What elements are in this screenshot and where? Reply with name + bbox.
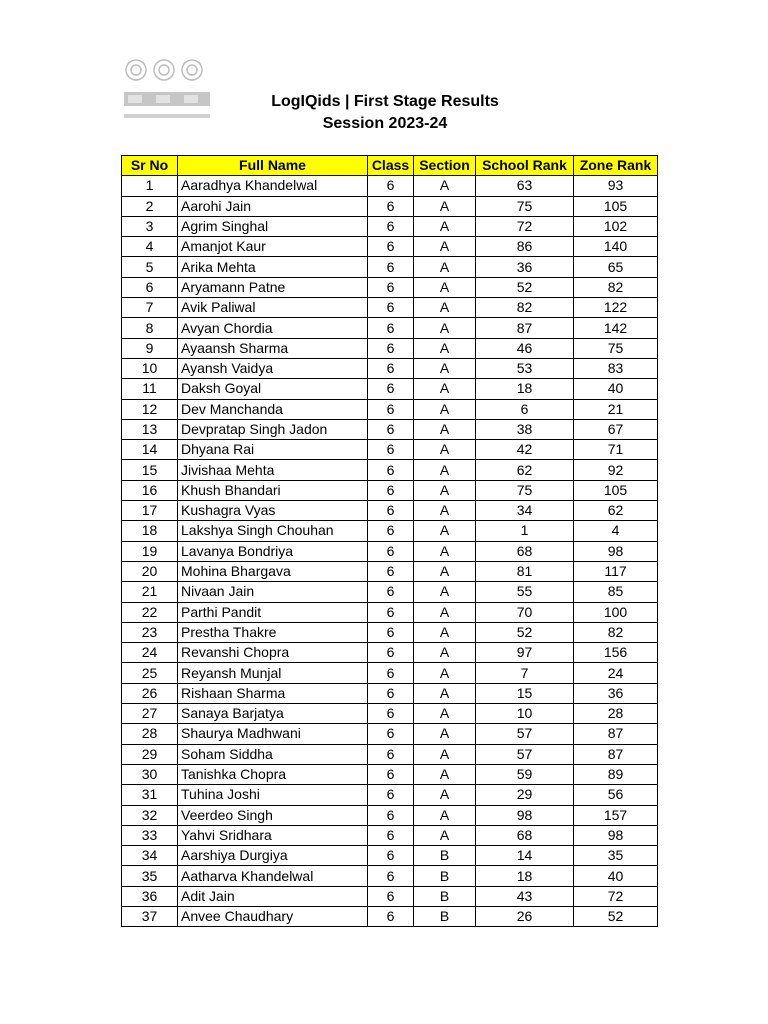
school-rank-cell: 7 bbox=[476, 663, 574, 683]
full-name-cell: Daksh Goyal bbox=[178, 379, 368, 399]
school-rank-cell: 6 bbox=[476, 399, 574, 419]
sr-no-cell: 33 bbox=[122, 825, 178, 845]
column-header-class: Class bbox=[368, 156, 414, 176]
class-cell: 6 bbox=[368, 460, 414, 480]
sr-no-cell: 30 bbox=[122, 764, 178, 784]
section-cell: A bbox=[414, 196, 476, 216]
school-rank-cell: 52 bbox=[476, 277, 574, 297]
table-row bbox=[122, 237, 658, 257]
full-name-cell: Aaradhya Khandelwal bbox=[178, 176, 368, 196]
full-name-cell: Avyan Chordia bbox=[178, 318, 368, 338]
sr-no-cell: 31 bbox=[122, 785, 178, 805]
table-row bbox=[122, 196, 658, 216]
class-cell: 6 bbox=[368, 561, 414, 581]
table-row bbox=[122, 785, 658, 805]
zone-rank-cell: 56 bbox=[574, 785, 658, 805]
sr-no-cell: 7 bbox=[122, 298, 178, 318]
table-row bbox=[122, 216, 658, 236]
school-rank-cell: 34 bbox=[476, 501, 574, 521]
table-row bbox=[122, 825, 658, 845]
sr-no-cell: 26 bbox=[122, 683, 178, 703]
table-row bbox=[122, 764, 658, 784]
table-row bbox=[122, 257, 658, 277]
page-title: LogIQids | First Stage Results bbox=[271, 93, 499, 110]
zone-rank-cell: 71 bbox=[574, 440, 658, 460]
full-name-cell: Aatharva Khandelwal bbox=[178, 866, 368, 886]
full-name-cell: Yahvi Sridhara bbox=[178, 825, 368, 845]
school-rank-cell: 57 bbox=[476, 744, 574, 764]
zone-rank-cell: 100 bbox=[574, 602, 658, 622]
class-cell: 6 bbox=[368, 683, 414, 703]
full-name-cell: Aryamann Patne bbox=[178, 277, 368, 297]
column-header-full-name: Full Name bbox=[178, 156, 368, 176]
full-name-cell: Tanishka Chopra bbox=[178, 764, 368, 784]
school-rank-cell: 38 bbox=[476, 419, 574, 439]
section-cell: A bbox=[414, 257, 476, 277]
section-cell: A bbox=[414, 643, 476, 663]
zone-rank-cell: 98 bbox=[574, 541, 658, 561]
zone-rank-cell: 105 bbox=[574, 196, 658, 216]
section-cell: B bbox=[414, 866, 476, 886]
section-cell: A bbox=[414, 298, 476, 318]
full-name-cell: Lavanya Bondriya bbox=[178, 541, 368, 561]
table-row bbox=[122, 379, 658, 399]
class-cell: 6 bbox=[368, 663, 414, 683]
column-header-sr-no: Sr No bbox=[122, 156, 178, 176]
zone-rank-cell: 4 bbox=[574, 521, 658, 541]
section-cell: A bbox=[414, 460, 476, 480]
school-rank-cell: 68 bbox=[476, 541, 574, 561]
school-rank-cell: 87 bbox=[476, 318, 574, 338]
section-cell: A bbox=[414, 561, 476, 581]
class-cell: 6 bbox=[368, 643, 414, 663]
table-row bbox=[122, 683, 658, 703]
school-rank-cell: 43 bbox=[476, 886, 574, 906]
zone-rank-cell: 87 bbox=[574, 744, 658, 764]
school-rank-cell: 70 bbox=[476, 602, 574, 622]
full-name-cell: Revanshi Chopra bbox=[178, 643, 368, 663]
class-cell: 6 bbox=[368, 521, 414, 541]
full-name-cell: Kushagra Vyas bbox=[178, 501, 368, 521]
sr-no-cell: 24 bbox=[122, 643, 178, 663]
section-cell: A bbox=[414, 825, 476, 845]
sr-no-cell: 34 bbox=[122, 846, 178, 866]
full-name-cell: Ayansh Vaidya bbox=[178, 358, 368, 378]
zone-rank-cell: 89 bbox=[574, 764, 658, 784]
zone-rank-cell: 142 bbox=[574, 318, 658, 338]
full-name-cell: Anvee Chaudhary bbox=[178, 906, 368, 926]
school-rank-cell: 59 bbox=[476, 764, 574, 784]
table-row bbox=[122, 399, 658, 419]
school-rank-cell: 46 bbox=[476, 338, 574, 358]
full-name-cell: Avik Paliwal bbox=[178, 298, 368, 318]
sr-no-cell: 12 bbox=[122, 399, 178, 419]
zone-rank-cell: 140 bbox=[574, 237, 658, 257]
full-name-cell: Tuhina Joshi bbox=[178, 785, 368, 805]
section-cell: A bbox=[414, 724, 476, 744]
class-cell: 6 bbox=[368, 906, 414, 926]
sr-no-cell: 37 bbox=[122, 906, 178, 926]
full-name-cell: Khush Bhandari bbox=[178, 480, 368, 500]
full-name-cell: Parthi Pandit bbox=[178, 602, 368, 622]
section-cell: A bbox=[414, 785, 476, 805]
table-row bbox=[122, 358, 658, 378]
section-cell: B bbox=[414, 886, 476, 906]
full-name-cell: Jivishaa Mehta bbox=[178, 460, 368, 480]
school-rank-cell: 53 bbox=[476, 358, 574, 378]
full-name-cell: Ayaansh Sharma bbox=[178, 338, 368, 358]
section-cell: A bbox=[414, 744, 476, 764]
zone-rank-cell: 105 bbox=[574, 480, 658, 500]
table-row bbox=[122, 440, 658, 460]
sr-no-cell: 6 bbox=[122, 277, 178, 297]
full-name-cell: Aarohi Jain bbox=[178, 196, 368, 216]
zone-rank-cell: 117 bbox=[574, 561, 658, 581]
section-cell: A bbox=[414, 176, 476, 196]
school-rank-cell: 62 bbox=[476, 460, 574, 480]
school-rank-cell: 86 bbox=[476, 237, 574, 257]
sr-no-cell: 18 bbox=[122, 521, 178, 541]
section-cell: A bbox=[414, 704, 476, 724]
class-cell: 6 bbox=[368, 298, 414, 318]
table-row bbox=[122, 866, 658, 886]
school-rank-cell: 98 bbox=[476, 805, 574, 825]
zone-rank-cell: 36 bbox=[574, 683, 658, 703]
school-rank-cell: 29 bbox=[476, 785, 574, 805]
results-table bbox=[121, 155, 658, 927]
sr-no-cell: 32 bbox=[122, 805, 178, 825]
table-row bbox=[122, 419, 658, 439]
school-rank-cell: 97 bbox=[476, 643, 574, 663]
school-rank-cell: 42 bbox=[476, 440, 574, 460]
sr-no-cell: 10 bbox=[122, 358, 178, 378]
school-rank-cell: 81 bbox=[476, 561, 574, 581]
full-name-cell: Mohina Bhargava bbox=[178, 561, 368, 581]
table-row bbox=[122, 501, 658, 521]
full-name-cell: Shaurya Madhwani bbox=[178, 724, 368, 744]
zone-rank-cell: 82 bbox=[574, 277, 658, 297]
school-rank-cell: 18 bbox=[476, 866, 574, 886]
class-cell: 6 bbox=[368, 785, 414, 805]
sr-no-cell: 20 bbox=[122, 561, 178, 581]
table-row bbox=[122, 744, 658, 764]
class-cell: 6 bbox=[368, 176, 414, 196]
class-cell: 6 bbox=[368, 318, 414, 338]
sr-no-cell: 29 bbox=[122, 744, 178, 764]
table-row bbox=[122, 480, 658, 500]
sr-no-cell: 28 bbox=[122, 724, 178, 744]
sr-no-cell: 23 bbox=[122, 622, 178, 642]
table-row bbox=[122, 724, 658, 744]
full-name-cell: Veerdeo Singh bbox=[178, 805, 368, 825]
section-cell: A bbox=[414, 318, 476, 338]
class-cell: 6 bbox=[368, 886, 414, 906]
class-cell: 6 bbox=[368, 338, 414, 358]
sr-no-cell: 36 bbox=[122, 886, 178, 906]
section-cell: A bbox=[414, 622, 476, 642]
zone-rank-cell: 82 bbox=[574, 622, 658, 642]
column-header-section: Section bbox=[414, 156, 476, 176]
table-row bbox=[122, 582, 658, 602]
school-rank-cell: 52 bbox=[476, 622, 574, 642]
table-row bbox=[122, 460, 658, 480]
sr-no-cell: 9 bbox=[122, 338, 178, 358]
full-name-cell: Sanaya Barjatya bbox=[178, 704, 368, 724]
class-cell: 6 bbox=[368, 825, 414, 845]
zone-rank-cell: 40 bbox=[574, 379, 658, 399]
zone-rank-cell: 52 bbox=[574, 906, 658, 926]
zone-rank-cell: 98 bbox=[574, 825, 658, 845]
section-cell: A bbox=[414, 237, 476, 257]
table-row bbox=[122, 643, 658, 663]
section-cell: A bbox=[414, 379, 476, 399]
zone-rank-cell: 83 bbox=[574, 358, 658, 378]
sr-no-cell: 13 bbox=[122, 419, 178, 439]
table-row bbox=[122, 846, 658, 866]
section-cell: B bbox=[414, 846, 476, 866]
section-cell: A bbox=[414, 521, 476, 541]
class-cell: 6 bbox=[368, 358, 414, 378]
class-cell: 6 bbox=[368, 196, 414, 216]
class-cell: 6 bbox=[368, 541, 414, 561]
section-cell: A bbox=[414, 419, 476, 439]
school-rank-cell: 1 bbox=[476, 521, 574, 541]
section-cell: A bbox=[414, 663, 476, 683]
section-cell: A bbox=[414, 683, 476, 703]
zone-rank-cell: 87 bbox=[574, 724, 658, 744]
school-rank-cell: 75 bbox=[476, 196, 574, 216]
class-cell: 6 bbox=[368, 582, 414, 602]
full-name-cell: Nivaan Jain bbox=[178, 582, 368, 602]
zone-rank-cell: 102 bbox=[574, 216, 658, 236]
session-subtitle: Session 2023-24 bbox=[322, 115, 448, 132]
sr-no-cell: 2 bbox=[122, 196, 178, 216]
sr-no-cell: 3 bbox=[122, 216, 178, 236]
sr-no-cell: 16 bbox=[122, 480, 178, 500]
school-rank-cell: 63 bbox=[476, 176, 574, 196]
class-cell: 6 bbox=[368, 419, 414, 439]
column-header-school-rank: School Rank bbox=[476, 156, 574, 176]
school-rank-cell: 10 bbox=[476, 704, 574, 724]
full-name-cell: Arika Mehta bbox=[178, 257, 368, 277]
class-cell: 6 bbox=[368, 805, 414, 825]
table-row bbox=[122, 622, 658, 642]
zone-rank-cell: 75 bbox=[574, 338, 658, 358]
section-cell: A bbox=[414, 358, 476, 378]
full-name-cell: Reyansh Munjal bbox=[178, 663, 368, 683]
zone-rank-cell: 62 bbox=[574, 501, 658, 521]
zone-rank-cell: 72 bbox=[574, 886, 658, 906]
school-rank-cell: 75 bbox=[476, 480, 574, 500]
class-cell: 6 bbox=[368, 480, 414, 500]
sr-no-cell: 15 bbox=[122, 460, 178, 480]
section-cell: A bbox=[414, 338, 476, 358]
zone-rank-cell: 40 bbox=[574, 866, 658, 886]
school-rank-cell: 82 bbox=[476, 298, 574, 318]
class-cell: 6 bbox=[368, 216, 414, 236]
full-name-cell: Amanjot Kaur bbox=[178, 237, 368, 257]
sr-no-cell: 1 bbox=[122, 176, 178, 196]
full-name-cell: Aarshiya Durgiya bbox=[178, 846, 368, 866]
table-row bbox=[122, 318, 658, 338]
sr-no-cell: 19 bbox=[122, 541, 178, 561]
table-header-row bbox=[122, 156, 658, 176]
class-cell: 6 bbox=[368, 622, 414, 642]
class-cell: 6 bbox=[368, 501, 414, 521]
section-cell: A bbox=[414, 602, 476, 622]
section-cell: A bbox=[414, 440, 476, 460]
school-rank-cell: 68 bbox=[476, 825, 574, 845]
class-cell: 6 bbox=[368, 257, 414, 277]
full-name-cell: Adit Jain bbox=[178, 886, 368, 906]
zone-rank-cell: 93 bbox=[574, 176, 658, 196]
zone-rank-cell: 21 bbox=[574, 399, 658, 419]
sr-no-cell: 21 bbox=[122, 582, 178, 602]
zone-rank-cell: 28 bbox=[574, 704, 658, 724]
class-cell: 6 bbox=[368, 764, 414, 784]
school-rank-cell: 72 bbox=[476, 216, 574, 236]
table-row bbox=[122, 561, 658, 581]
sr-no-cell: 35 bbox=[122, 866, 178, 886]
table-row bbox=[122, 704, 658, 724]
table-row bbox=[122, 298, 658, 318]
class-cell: 6 bbox=[368, 399, 414, 419]
sr-no-cell: 11 bbox=[122, 379, 178, 399]
class-cell: 6 bbox=[368, 277, 414, 297]
school-rank-cell: 55 bbox=[476, 582, 574, 602]
class-cell: 6 bbox=[368, 704, 414, 724]
table-row bbox=[122, 805, 658, 825]
zone-rank-cell: 24 bbox=[574, 663, 658, 683]
school-rank-cell: 26 bbox=[476, 906, 574, 926]
zone-rank-cell: 156 bbox=[574, 643, 658, 663]
school-rank-cell: 18 bbox=[476, 379, 574, 399]
class-cell: 6 bbox=[368, 846, 414, 866]
sr-no-cell: 17 bbox=[122, 501, 178, 521]
zone-rank-cell: 85 bbox=[574, 582, 658, 602]
school-rank-cell: 36 bbox=[476, 257, 574, 277]
table-row bbox=[122, 541, 658, 561]
table-row bbox=[122, 277, 658, 297]
section-cell: A bbox=[414, 541, 476, 561]
section-cell: A bbox=[414, 216, 476, 236]
zone-rank-cell: 65 bbox=[574, 257, 658, 277]
table-row bbox=[122, 338, 658, 358]
sr-no-cell: 14 bbox=[122, 440, 178, 460]
class-cell: 6 bbox=[368, 744, 414, 764]
full-name-cell: Rishaan Sharma bbox=[178, 683, 368, 703]
zone-rank-cell: 157 bbox=[574, 805, 658, 825]
section-cell: A bbox=[414, 480, 476, 500]
full-name-cell: Agrim Singhal bbox=[178, 216, 368, 236]
zone-rank-cell: 67 bbox=[574, 419, 658, 439]
full-name-cell: Dev Manchanda bbox=[178, 399, 368, 419]
section-cell: A bbox=[414, 277, 476, 297]
section-cell: A bbox=[414, 764, 476, 784]
zone-rank-cell: 92 bbox=[574, 460, 658, 480]
section-cell: A bbox=[414, 805, 476, 825]
class-cell: 6 bbox=[368, 237, 414, 257]
full-name-cell: Soham Siddha bbox=[178, 744, 368, 764]
class-cell: 6 bbox=[368, 379, 414, 399]
sr-no-cell: 5 bbox=[122, 257, 178, 277]
table-row bbox=[122, 602, 658, 622]
section-cell: B bbox=[414, 906, 476, 926]
table-row bbox=[122, 176, 658, 196]
column-header-zone-rank: Zone Rank bbox=[574, 156, 658, 176]
school-rank-cell: 14 bbox=[476, 846, 574, 866]
sr-no-cell: 8 bbox=[122, 318, 178, 338]
full-name-cell: Prestha Thakre bbox=[178, 622, 368, 642]
table-row bbox=[122, 906, 658, 926]
section-cell: A bbox=[414, 582, 476, 602]
zone-rank-cell: 35 bbox=[574, 846, 658, 866]
full-name-cell: Dhyana Rai bbox=[178, 440, 368, 460]
table-row bbox=[122, 663, 658, 683]
sr-no-cell: 22 bbox=[122, 602, 178, 622]
section-cell: A bbox=[414, 399, 476, 419]
full-name-cell: Devpratap Singh Jadon bbox=[178, 419, 368, 439]
class-cell: 6 bbox=[368, 866, 414, 886]
class-cell: 6 bbox=[368, 602, 414, 622]
sr-no-cell: 27 bbox=[122, 704, 178, 724]
table-row bbox=[122, 521, 658, 541]
zone-rank-cell: 122 bbox=[574, 298, 658, 318]
section-cell: A bbox=[414, 501, 476, 521]
school-rank-cell: 57 bbox=[476, 724, 574, 744]
class-cell: 6 bbox=[368, 440, 414, 460]
class-cell: 6 bbox=[368, 724, 414, 744]
school-rank-cell: 15 bbox=[476, 683, 574, 703]
sr-no-cell: 25 bbox=[122, 663, 178, 683]
full-name-cell: Lakshya Singh Chouhan bbox=[178, 521, 368, 541]
table-row bbox=[122, 886, 658, 906]
sr-no-cell: 4 bbox=[122, 237, 178, 257]
